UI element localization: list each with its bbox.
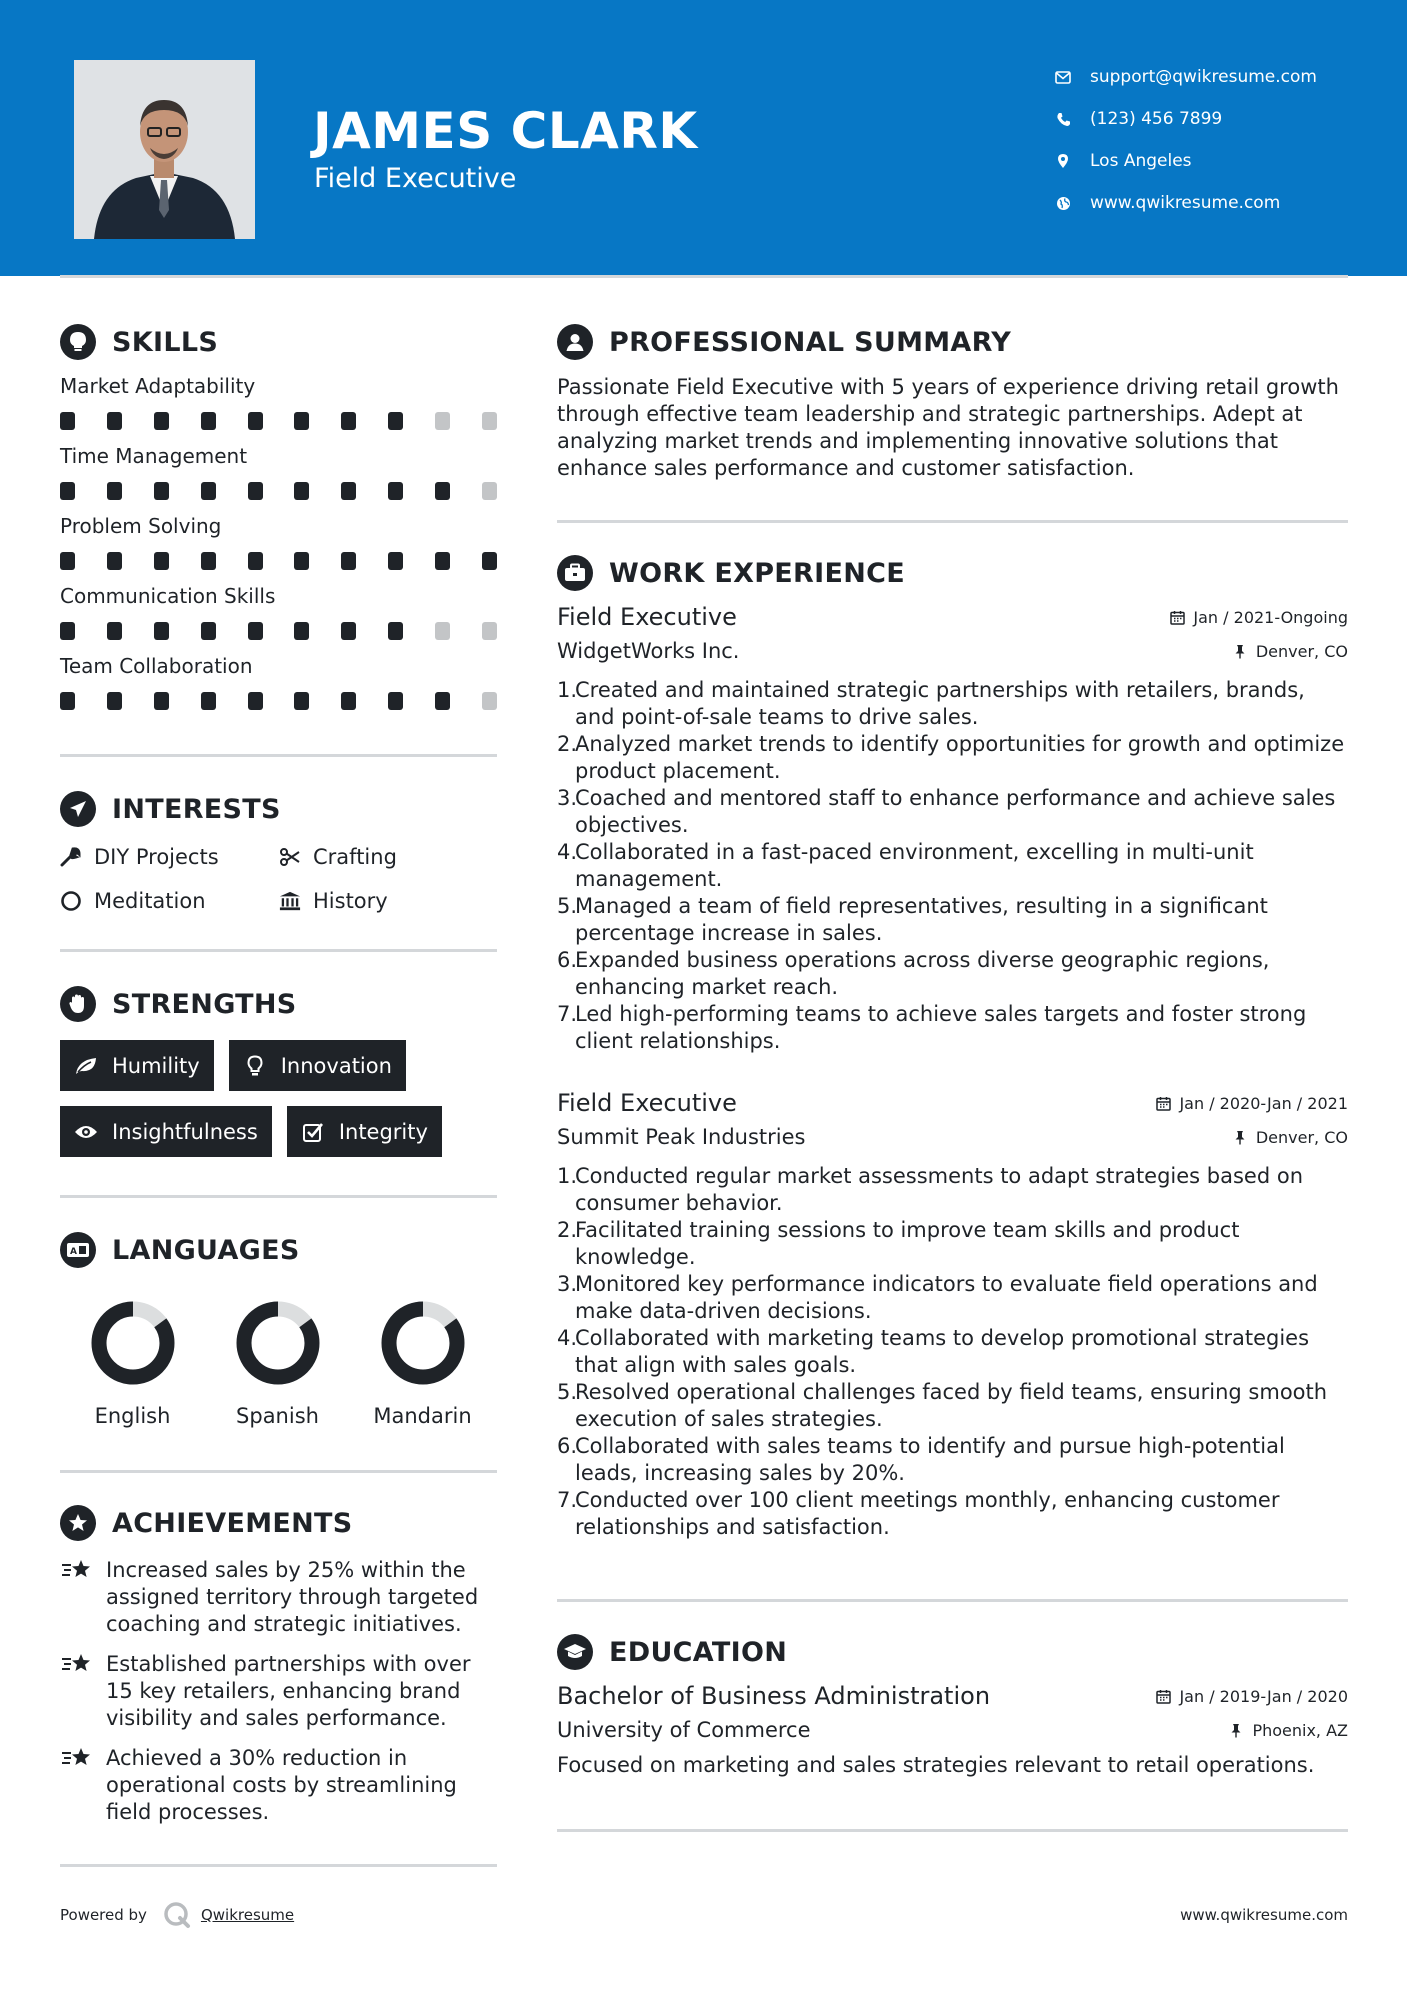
strength-label: Humility [112, 1053, 200, 1078]
calendar-icon [1155, 1096, 1171, 1112]
language-gauge [90, 1300, 176, 1386]
language-item [350, 1300, 495, 1428]
strengths-section [60, 984, 497, 1198]
rating-dot-filled [248, 692, 263, 710]
experience-section [557, 553, 1348, 1602]
summary-header [557, 322, 1348, 362]
scissors-icon [279, 846, 301, 868]
map-pin-icon [1054, 152, 1072, 170]
powered-by-label: Powered by [60, 1906, 147, 1924]
experience-title: WORK EXPERIENCE [609, 557, 905, 589]
interest-label: DIY Projects [94, 845, 219, 869]
rating-dot-filled [60, 692, 75, 710]
skill-rating [60, 622, 497, 640]
rating-dot-filled [248, 622, 263, 640]
rating-dot-filled [154, 552, 169, 570]
bullet-text: Managed a team of field representatives, resulting in a significant percentage increase in sales. [575, 894, 1268, 945]
skills-header [60, 322, 497, 362]
rating-dot-filled [294, 482, 309, 500]
job-entry [557, 1089, 1348, 1541]
skill-name: Team Collaboration [60, 654, 253, 678]
languages-section [60, 1230, 497, 1473]
job-bullet [557, 1217, 1348, 1271]
bullet-number: 3. [557, 1272, 578, 1296]
language-name: Spanish [236, 1404, 319, 1428]
user-icon [557, 324, 593, 360]
rating-dot-filled [154, 692, 169, 710]
bullet-number: 4. [557, 1326, 578, 1350]
rating-dot-empty [482, 622, 497, 640]
skill-rating [60, 412, 497, 430]
footer-website[interactable]: www.qwikresume.com [1180, 1906, 1348, 1924]
left-column [60, 322, 497, 1867]
graduation-cap-icon [557, 1634, 593, 1670]
rating-dot-filled [107, 692, 122, 710]
rating-dot-filled [60, 552, 75, 570]
education-date [1155, 1687, 1348, 1706]
rating-dot-filled [482, 552, 497, 570]
svg-text:A: A [70, 1247, 77, 1257]
rating-dot-filled [341, 692, 356, 710]
rating-dot-filled [341, 482, 356, 500]
job-entry [557, 603, 1348, 1055]
rating-dot-filled [388, 552, 403, 570]
job-location-text: Denver, CO [1255, 1127, 1348, 1147]
job-location-text: Denver, CO [1255, 641, 1348, 661]
education-location-text: Phoenix, AZ [1252, 1720, 1348, 1740]
rating-dot-filled [107, 482, 122, 500]
rating-dot-filled [388, 622, 403, 640]
interests-list [60, 843, 497, 915]
strength-tag [229, 1040, 406, 1091]
rating-dot-empty [435, 412, 450, 430]
skills-list [60, 374, 497, 710]
rating-dot-filled [201, 622, 216, 640]
rating-dot-filled [341, 412, 356, 430]
bullet-number: 6. [557, 1434, 578, 1458]
strengths-header [60, 984, 497, 1024]
job-bullet [557, 1271, 1348, 1325]
bullet-number: 5. [557, 894, 578, 918]
summary-section [557, 322, 1348, 523]
contact-location-text: Los Angeles [1090, 151, 1192, 171]
job-location [1232, 1128, 1348, 1147]
hand-icon [60, 986, 96, 1022]
skill-rating [60, 482, 497, 500]
skill-rating [60, 552, 497, 570]
strength-label: Innovation [280, 1053, 392, 1078]
rating-dot-filled [388, 482, 403, 500]
languages-list [60, 1300, 497, 1428]
interests-title: INTERESTS [112, 793, 281, 825]
summary-text: Passionate Field Executive with 5 years of experience driving retail growth through effective team leadership and strategic partnerships. Adept at analyzing market trends and implementing innovative solutions that enhance sales performance and customer satisfaction. [557, 375, 1339, 480]
rating-dot-filled [294, 692, 309, 710]
contact-phone-text: (123) 456 7899 [1090, 109, 1223, 129]
achievements-section [60, 1503, 497, 1867]
calendar-icon [1169, 610, 1185, 626]
job-bullet [557, 677, 1348, 731]
section-divider [557, 520, 1348, 523]
rating-dot-filled [154, 622, 169, 640]
candidate-role: Field Executive [314, 163, 517, 194]
education-title: EDUCATION [609, 1636, 788, 1668]
rating-dot-filled [154, 482, 169, 500]
section-divider [60, 1864, 497, 1867]
bullet-number: 7. [557, 1002, 578, 1026]
achievement-item [60, 1745, 497, 1826]
candidate-name: JAMES CLARK [313, 102, 698, 160]
job-bullet [557, 1325, 1348, 1379]
education-location [1228, 1721, 1348, 1740]
rating-dot-filled [388, 412, 403, 430]
language-gauge [380, 1300, 466, 1386]
right-column [557, 322, 1348, 1832]
section-divider [557, 1599, 1348, 1602]
rating-dot-filled [435, 482, 450, 500]
bullet-text: Collaborated in a fast-paced environment, excelling in multi-unit management. [575, 840, 1254, 891]
education-sub [557, 1718, 1348, 1742]
footer [60, 1898, 1348, 1932]
paper-plane-icon [60, 791, 96, 827]
circle-icon [60, 890, 82, 912]
achievements-title: ACHIEVEMENTS [112, 1507, 353, 1539]
interest-item [279, 843, 497, 871]
wrench-icon [60, 846, 82, 868]
job-date-text: Jan / 2021-Ongoing [1193, 608, 1348, 627]
job-bullets [557, 677, 1348, 1055]
contact-email[interactable] [1054, 56, 1317, 98]
bullet-text: Coached and mentored staff to enhance performance and achieve sales objectives. [575, 786, 1336, 837]
rating-dot-filled [294, 552, 309, 570]
rating-dot-filled [60, 622, 75, 640]
interest-item [60, 887, 279, 915]
section-divider [557, 1829, 1348, 1832]
strength-tag [60, 1106, 272, 1157]
achievements-header [60, 1503, 497, 1543]
rating-dot-filled [248, 412, 263, 430]
shooting-star-icon [60, 1557, 94, 1583]
job-sub [557, 1125, 1348, 1149]
skill-name: Market Adaptability [60, 374, 256, 398]
job-bullet [557, 1379, 1348, 1433]
job-bullet [557, 785, 1348, 839]
phone-icon [1054, 110, 1072, 128]
skill-name: Communication Skills [60, 584, 276, 608]
pushpin-icon [1228, 1722, 1244, 1738]
language-gauge [235, 1300, 321, 1386]
profile-photo [74, 60, 255, 239]
section-divider [60, 1470, 497, 1473]
achievements-list [60, 1557, 497, 1826]
job-head [557, 1089, 1348, 1117]
achievement-text: Achieved a 30% reduction in operational costs by streamlining field processes. [106, 1746, 457, 1824]
rating-dot-filled [341, 622, 356, 640]
bullet-text: Created and maintained strategic partnerships with retailers, brands, and point-of-sale teams to drive sales. [575, 678, 1305, 729]
skill-rating [60, 692, 497, 710]
header-divider [60, 275, 1348, 278]
language-item [205, 1300, 350, 1428]
interest-item [279, 887, 497, 915]
rating-dot-filled [107, 412, 122, 430]
section-divider [60, 754, 497, 757]
language-item [60, 1300, 205, 1428]
job-bullet [557, 1487, 1348, 1541]
contact-list [1054, 56, 1317, 224]
job-date [1155, 1094, 1348, 1113]
language-name: Mandarin [373, 1404, 472, 1428]
strengths-title: STRENGTHS [112, 988, 297, 1020]
bullet-text: Expanded business operations across diverse geographic regions, enhancing market reach. [575, 948, 1270, 999]
skills-section [60, 322, 497, 757]
job-bullet [557, 1001, 1348, 1055]
bullet-text: Collaborated with sales teams to identify and pursue high-potential leads, increasing sales by 20%. [575, 1434, 1285, 1485]
contact-email-text: support@qwikresume.com [1090, 67, 1317, 87]
pushpin-icon [1232, 643, 1248, 659]
rating-dot-empty [482, 412, 497, 430]
skills-title: SKILLS [112, 326, 219, 358]
bullet-text: Collaborated with marketing teams to develop promotional strategies that align with sales goals. [575, 1326, 1310, 1377]
section-divider [60, 1195, 497, 1198]
summary-title: PROFESSIONAL SUMMARY [609, 326, 1012, 358]
resume-header [0, 0, 1407, 276]
museum-icon [279, 890, 301, 912]
rating-dot-filled [341, 552, 356, 570]
qwikresume-logo-icon [163, 1901, 191, 1929]
achievement-item [60, 1651, 497, 1732]
envelope-icon [1054, 68, 1072, 86]
leaf-icon [74, 1055, 98, 1077]
rating-dot-filled [201, 412, 216, 430]
company-name: WidgetWorks Inc. [557, 639, 740, 663]
section-divider [60, 949, 497, 952]
job-bullet [557, 839, 1348, 893]
skill-name: Problem Solving [60, 514, 222, 538]
interest-label: Crafting [313, 845, 397, 869]
skill-name: Time Management [60, 444, 248, 468]
experience-header [557, 553, 1348, 593]
briefcase-icon [557, 555, 593, 591]
achievement-text: Increased sales by 25% within the assigned territory through targeted coaching and strategic initiatives. [106, 1558, 479, 1636]
star-badge-icon [60, 1505, 96, 1541]
powered-by [60, 1901, 294, 1929]
shooting-star-icon [60, 1651, 94, 1677]
achievement-item [60, 1557, 497, 1638]
bullet-number: 1. [557, 678, 578, 702]
rating-dot-filled [107, 552, 122, 570]
rating-dot-filled [60, 412, 75, 430]
job-bullet [557, 1163, 1348, 1217]
degree: Bachelor of Business Administration [557, 1682, 991, 1710]
bullet-number: 4. [557, 840, 578, 864]
rating-dot-filled [294, 622, 309, 640]
achievement-text: Established partnerships with over 15 key retailers, enhancing brand visibility and sales performance. [106, 1652, 471, 1730]
strength-tag [60, 1040, 214, 1091]
rating-dot-filled [201, 692, 216, 710]
bullet-text: Conducted regular market assessments to adapt strategies based on consumer behavior. [575, 1164, 1304, 1215]
bullet-text: Resolved operational challenges faced by field teams, ensuring smooth execution of sales strategies. [575, 1380, 1328, 1431]
check-square-icon [301, 1121, 325, 1143]
languages-header [60, 1230, 497, 1270]
language-icon [60, 1232, 96, 1268]
bullet-number: 2. [557, 732, 578, 756]
contact-location [1054, 140, 1317, 182]
bullet-text: Monitored key performance indicators to evaluate field operations and make data-driven decisions. [575, 1272, 1318, 1323]
job-date [1169, 608, 1348, 627]
job-sub [557, 639, 1348, 663]
rating-dot-filled [248, 552, 263, 570]
school: University of Commerce [557, 1718, 811, 1742]
rating-dot-filled [154, 412, 169, 430]
interest-label: History [313, 889, 388, 913]
rating-dot-filled [60, 482, 75, 500]
languages-title: LANGUAGES [112, 1234, 300, 1266]
strength-label: Integrity [338, 1119, 428, 1144]
rating-dot-filled [388, 692, 403, 710]
contact-website[interactable] [1054, 182, 1317, 224]
lightbulb-icon [243, 1055, 267, 1077]
bullet-text: Conducted over 100 client meetings monthly, enhancing customer relationships and satisfaction. [575, 1488, 1280, 1539]
job-bullet [557, 893, 1348, 947]
job-head [557, 603, 1348, 631]
company-name: Summit Peak Industries [557, 1125, 806, 1149]
strengths-list [60, 1040, 497, 1157]
interests-header [60, 789, 497, 829]
rating-dot-empty [435, 622, 450, 640]
interest-item [60, 843, 279, 871]
bullet-text: Led high-performing teams to achieve sales targets and foster strong client relationships. [575, 1002, 1307, 1053]
bullet-number: 7. [557, 1488, 578, 1512]
calendar-icon [1155, 1689, 1171, 1705]
job-bullets [557, 1163, 1348, 1541]
rating-dot-filled [435, 692, 450, 710]
bullet-number: 3. [557, 786, 578, 810]
job-title: Field Executive [557, 1089, 737, 1117]
globe-icon [1054, 194, 1072, 212]
rating-dot-filled [107, 622, 122, 640]
bullet-number: 1. [557, 1164, 578, 1188]
education-header [557, 1632, 1348, 1672]
rating-dot-empty [482, 692, 497, 710]
education-head [557, 1682, 1348, 1710]
rating-dot-filled [294, 412, 309, 430]
bullet-text: Analyzed market trends to identify opportunities for growth and optimize product placement. [575, 732, 1345, 783]
rating-dot-filled [435, 552, 450, 570]
bullet-number: 2. [557, 1218, 578, 1242]
rating-dot-filled [201, 482, 216, 500]
rating-dot-empty [482, 482, 497, 500]
language-name: English [94, 1404, 171, 1428]
rating-dot-filled [201, 552, 216, 570]
pushpin-icon [1232, 1129, 1248, 1145]
shooting-star-icon [60, 1745, 94, 1771]
education-date-text: Jan / 2019-Jan / 2020 [1179, 1687, 1348, 1706]
rating-dot-filled [248, 482, 263, 500]
bullet-number: 6. [557, 948, 578, 972]
job-date-text: Jan / 2020-Jan / 2021 [1179, 1094, 1348, 1113]
strength-tag [287, 1106, 442, 1157]
job-bullet [557, 1433, 1348, 1487]
job-bullet [557, 947, 1348, 1001]
lightbulb-icon [60, 324, 96, 360]
interest-label: Meditation [94, 889, 206, 913]
job-title: Field Executive [557, 603, 737, 631]
contact-website-text: www.qwikresume.com [1090, 193, 1281, 213]
job-bullet [557, 731, 1348, 785]
strength-label: Insightfulness [112, 1119, 258, 1144]
job-location [1232, 642, 1348, 661]
contact-phone[interactable] [1054, 98, 1317, 140]
bullet-number: 5. [557, 1380, 578, 1404]
education-description: Focused on marketing and sales strategies relevant to retail operations. [557, 1753, 1315, 1777]
eye-icon [74, 1121, 98, 1143]
bullet-text: Facilitated training sessions to improve team skills and product knowledge. [575, 1218, 1240, 1269]
brand-link[interactable]: Qwikresume [200, 1906, 295, 1924]
jobs-list [557, 603, 1348, 1541]
interests-section [60, 789, 497, 952]
education-section [557, 1632, 1348, 1832]
